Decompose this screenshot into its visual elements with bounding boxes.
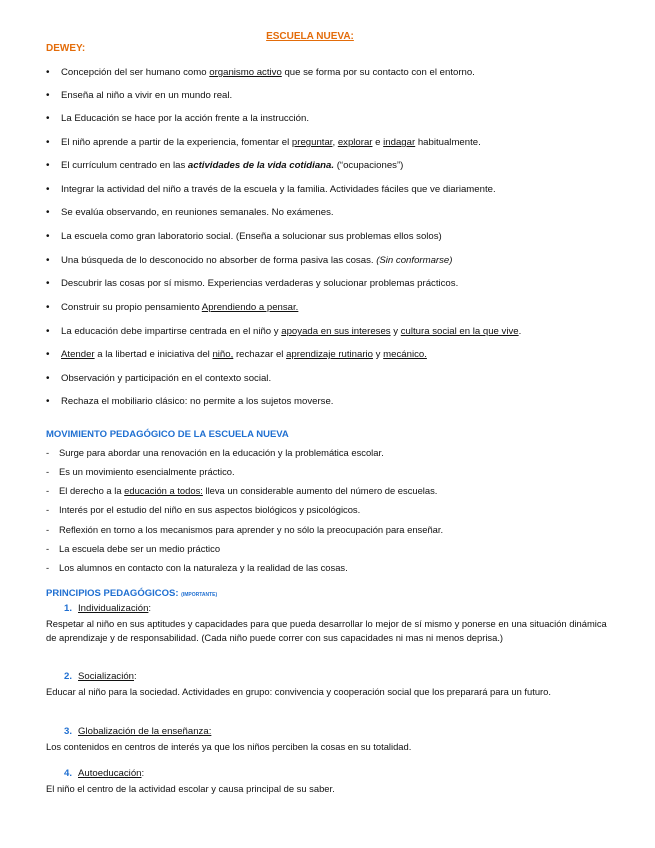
principio-text: El niño el centro de la actividad escolar y causa principal de su saber. xyxy=(46,783,335,794)
text-run: apoyada en sus intereses xyxy=(281,326,391,337)
text-run: lleva un considerable aumento del número de escuelas. xyxy=(202,485,438,496)
text-run: aprendizaje rutinario xyxy=(286,349,374,360)
bullet-text xyxy=(61,184,496,196)
principio-title: Individualización xyxy=(78,603,149,614)
principio-title-suffix: : xyxy=(148,603,152,614)
bullet-icon: • xyxy=(46,326,50,337)
text-run: Aprendiendo a pensar. xyxy=(201,302,299,313)
text-run: Atender xyxy=(61,349,95,360)
bullet-icon: • xyxy=(46,67,50,78)
bullet-icon: • xyxy=(46,90,50,101)
principio-title-suffix: : xyxy=(141,768,145,779)
dash-text xyxy=(59,466,235,478)
text-run: Integrar la actividad del niño a través de la escuela y la familia. Actividades fáciles que ve diariamente. xyxy=(61,184,496,195)
text-run: cultura social en la que vive xyxy=(400,326,519,337)
bullet-text xyxy=(61,326,521,338)
principio-heading xyxy=(64,671,137,682)
text-run: rechazar el xyxy=(233,349,287,360)
text-run: que se forma por su contacto con el entorno. xyxy=(281,67,475,78)
principios-heading xyxy=(46,588,217,599)
text-run: indagar xyxy=(383,137,416,148)
bullet-text xyxy=(61,207,334,219)
principios-heading-text: PRINCIPIOS PEDAGÓGICOS: xyxy=(46,588,179,599)
text-run: Surge para abordar una renovación en la educación y la problemática escolar. xyxy=(59,447,384,458)
bullet-icon: • xyxy=(46,349,50,360)
text-run: Construir su propio pensamiento xyxy=(61,302,202,313)
bullet-text xyxy=(61,231,442,243)
text-run: . xyxy=(518,326,522,337)
text-run: Es un movimiento esencialmente práctico. xyxy=(59,466,235,477)
text-run: La escuela como gran laboratorio social. (Enseña a solucionar sus problemas ellos solos) xyxy=(61,231,442,242)
dash-text xyxy=(59,504,360,516)
text-run: y xyxy=(373,349,384,360)
dash-marker-icon: - xyxy=(46,543,50,554)
dash-marker-icon: - xyxy=(46,447,50,458)
principio-text: Los contenidos en centros de interés ya que los niños perciben la cosas en su totalidad. xyxy=(46,741,412,752)
bullet-text xyxy=(61,160,403,172)
text-run: Concepción del ser humano como xyxy=(61,67,210,78)
bullet-icon: • xyxy=(46,184,50,195)
principio-number: 4. xyxy=(64,768,73,779)
text-run: La escuela debe ser un medio práctico xyxy=(59,543,221,554)
bullet-text xyxy=(61,67,475,79)
text-run: a la libertad e iniciativa del xyxy=(94,349,213,360)
text-run: y xyxy=(390,326,401,337)
dash-marker-icon: - xyxy=(46,466,50,477)
principio-title: Globalización de la enseñanza: xyxy=(78,726,212,737)
text-run: El derecho a la xyxy=(59,485,125,496)
principio-text: Educar al niño para la sociedad. Actividades en grupo: convivencia y cooperación social que los preparará para un futuro. xyxy=(46,686,551,697)
principio-number: 1. xyxy=(64,603,73,614)
text-run: Se evalúa observando, en reuniones semanales. No exámenes. xyxy=(61,207,334,218)
text-run: Observación y participación en el contexto social. xyxy=(61,373,272,384)
bullet-text xyxy=(61,302,298,314)
principio-title: Socialización xyxy=(78,671,135,682)
principio-number: 3. xyxy=(64,726,73,737)
bullet-text xyxy=(61,278,458,290)
bullet-icon: • xyxy=(46,207,50,218)
principio-title-suffix: : xyxy=(134,671,137,682)
text-run: actividades de la vida cotidiana. xyxy=(187,160,335,171)
principios-note: (IMPORTANTE) xyxy=(181,592,218,598)
bullet-icon: • xyxy=(46,278,50,289)
text-run: El currículum centrado en las xyxy=(61,160,188,171)
principio-heading xyxy=(64,603,151,614)
text-run: habitualmente. xyxy=(415,137,481,148)
principio-number: 2. xyxy=(64,671,73,682)
bullet-text xyxy=(61,396,333,408)
principio-heading xyxy=(64,726,211,737)
principio-title: Autoeducación xyxy=(78,768,142,779)
bullet-text xyxy=(61,137,481,149)
bullet-icon: • xyxy=(46,113,50,124)
text-run: mecánico. xyxy=(383,349,427,360)
bullet-text xyxy=(61,373,271,385)
text-run: Interés por el estudio del niño en sus aspectos biológicos y psicológicos. xyxy=(59,504,361,515)
text-run: explorar xyxy=(337,137,373,148)
bullet-icon: • xyxy=(46,396,50,407)
dewey-heading: DEWEY: xyxy=(46,43,86,54)
text-run: niño, xyxy=(212,349,234,360)
bullet-icon: • xyxy=(46,373,50,384)
text-run: La Educación se hace por la acción frente a la instrucción. xyxy=(61,113,309,124)
bullet-icon: • xyxy=(46,302,50,313)
dash-marker-icon: - xyxy=(46,524,50,535)
text-run: La educación debe impartirse centrada en el niño y xyxy=(61,326,282,337)
bullet-text xyxy=(61,90,232,102)
text-run: educación a todos: xyxy=(124,485,203,496)
bullet-text xyxy=(61,255,452,267)
text-run: Rechaza el mobiliario clásico: no permite a los sujetos moverse. xyxy=(61,396,334,407)
text-run: Una búsqueda de lo desconocido no absorber de forma pasiva las cosas. xyxy=(61,255,377,266)
dash-marker-icon: - xyxy=(46,562,50,573)
text-run: e xyxy=(372,137,384,148)
bullet-text xyxy=(61,113,309,125)
text-run: Reflexión en torno a los mecanismos para aprender y no sólo la preocupación para enseñar. xyxy=(59,524,444,535)
bullet-icon: • xyxy=(46,137,50,148)
dash-text xyxy=(59,524,443,536)
text-run: (“ocupaciones”) xyxy=(334,160,404,171)
text-run: Los alumnos en contacto con la naturaleza y la realidad de las cosas. xyxy=(59,562,348,573)
text-run: Enseña al niño a vivir en un mundo real. xyxy=(61,90,233,101)
dash-marker-icon: - xyxy=(46,485,50,496)
bullet-icon: • xyxy=(46,231,50,242)
dash-text xyxy=(59,543,220,555)
bullet-icon: • xyxy=(46,160,50,171)
dash-marker-icon: - xyxy=(46,504,50,515)
bullet-text xyxy=(61,349,427,361)
text-run: preguntar xyxy=(291,137,333,148)
text-run: Descubrir las cosas por sí mismo. Experiencias verdaderas y solucionar problemas prácticos. xyxy=(61,278,459,289)
dash-text xyxy=(59,485,437,497)
page-title: ESCUELA NUEVA: xyxy=(266,31,354,42)
principio-text: Respetar al niño en sus aptitudes y capacidades para que pueda desarrollar lo mejor de sí mismo y ponerse en una situación dinámica de aprendizaje y de responsabilidad. (Cada niño puede correr con sus capacidades ni mas ni menos deprisa.) xyxy=(46,618,607,643)
bullet-icon: • xyxy=(46,255,50,266)
dash-text xyxy=(59,562,348,574)
text-run: organismo activo xyxy=(209,67,282,78)
text-run: , xyxy=(332,137,338,148)
text-run: (Sin conformarse) xyxy=(376,255,453,266)
text-run: El niño aprende a partir de la experiencia, fomentar el xyxy=(61,137,292,148)
movimiento-heading: MOVIMIENTO PEDAGÓGICO DE LA ESCUELA NUEVA xyxy=(46,429,289,440)
principio-heading xyxy=(64,768,144,779)
dash-text xyxy=(59,447,384,459)
